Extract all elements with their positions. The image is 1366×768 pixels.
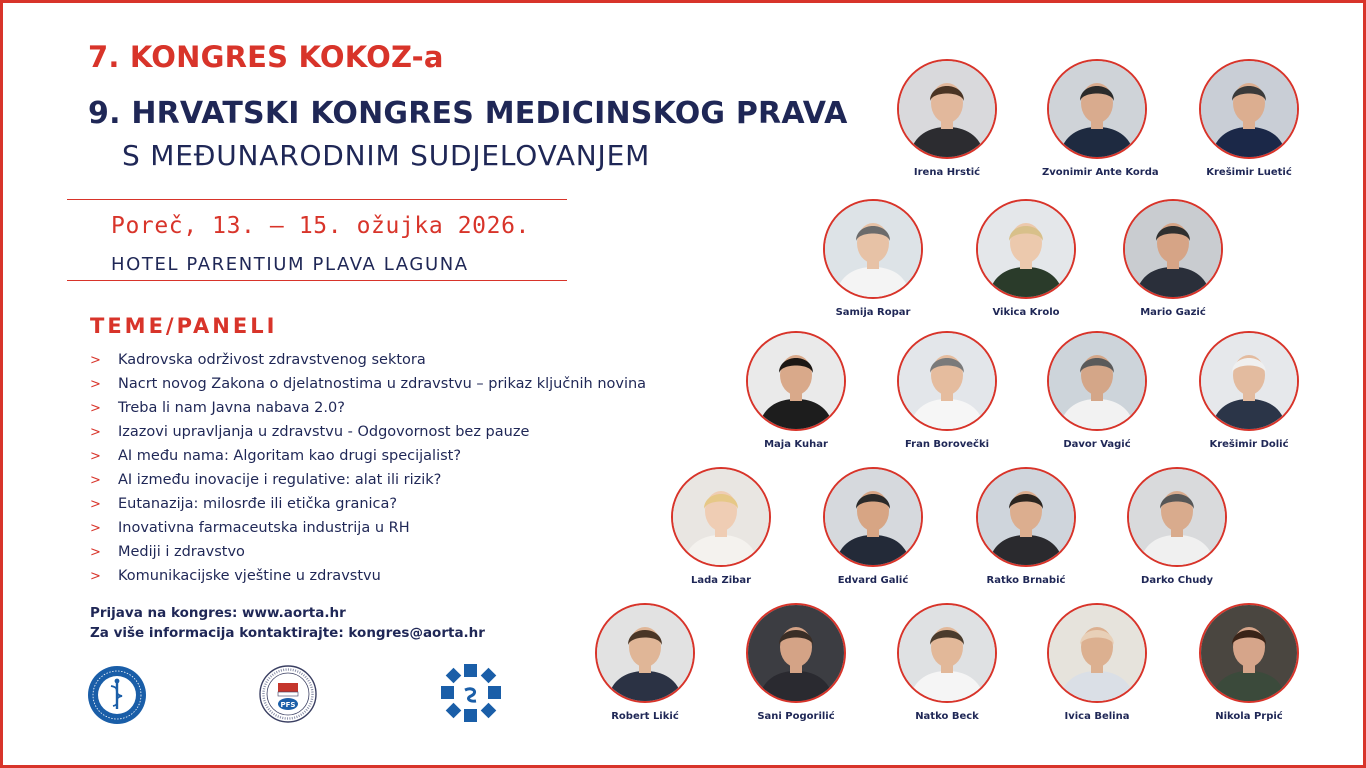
speaker-name: Edvard Galić: [837, 575, 909, 586]
speaker-name: Nikola Prpić: [1215, 711, 1283, 722]
speaker-photo: [746, 331, 846, 431]
speaker-photo: [897, 603, 997, 703]
speaker-name: Vikica Krolo: [992, 307, 1060, 318]
topic-item: [90, 372, 646, 396]
chevron-right-icon: >: [90, 449, 101, 464]
speaker-name: Ivica Belina: [1064, 711, 1130, 722]
speaker-photo: [823, 467, 923, 567]
speaker-photo: [823, 199, 923, 299]
speaker-photo: [1127, 467, 1227, 567]
topics-list: [90, 348, 646, 588]
speaker-photo: [1199, 603, 1299, 703]
speaker-name: Natko Beck: [915, 711, 979, 722]
speaker-card: [1042, 603, 1152, 722]
topic-item: [90, 444, 646, 468]
speaker-card: [818, 467, 928, 586]
chevron-right-icon: >: [90, 545, 101, 560]
speaker-name: Robert Likić: [611, 711, 679, 722]
speaker-name: Davor Vagić: [1063, 439, 1131, 450]
speaker-card: [1042, 331, 1152, 450]
speaker-name: Zvonimir Ante Korda: [1042, 167, 1159, 178]
topic-label: Komunikacijske vještine u zdravstvu: [118, 568, 381, 584]
speaker-photo: [746, 603, 846, 703]
speaker-photo: [671, 467, 771, 567]
speaker-card: [1194, 331, 1304, 450]
speaker-photo: [1199, 59, 1299, 159]
speaker-name: Fran Borovečki: [904, 439, 990, 450]
speaker-card: [1122, 467, 1232, 586]
speaker-name: Maja Kuhar: [764, 439, 828, 450]
speaker-name: Samija Ropar: [835, 307, 911, 318]
speaker-card: [1042, 59, 1159, 178]
speaker-card: [892, 59, 1002, 178]
chevron-right-icon: >: [90, 377, 101, 392]
speaker-name: Mario Gazić: [1140, 307, 1206, 318]
speaker-name: Irena Hrstić: [913, 167, 981, 178]
topic-label: Izazovi upravljanja u zdravstvu - Odgovornost bez pauze: [118, 424, 530, 440]
speaker-name: Lada Zibar: [690, 575, 752, 586]
chevron-right-icon: >: [90, 473, 101, 488]
speaker-photo: [897, 59, 997, 159]
registration-info[interactable]: Prijava na kongres: www.aorta.hr: [90, 605, 346, 621]
topic-item: [90, 540, 646, 564]
chevron-right-icon: >: [90, 401, 101, 416]
pfs-faculty-seal-logo: [256, 664, 320, 728]
topic-item: [90, 468, 646, 492]
speaker-card: [892, 603, 1002, 722]
topic-item: [90, 348, 646, 372]
topic-item: [90, 516, 646, 540]
speaker-name: Krešimir Dolić: [1209, 439, 1289, 450]
contact-info[interactable]: Za više informacija kontaktirajte: kongres@aorta.hr: [90, 625, 485, 641]
speaker-photo: [976, 467, 1076, 567]
chevron-right-icon: >: [90, 353, 101, 368]
congress-subtitle: S MEĐUNARODNIM SUDJELOVANJEM: [122, 139, 651, 172]
speaker-name: Darko Chudy: [1141, 575, 1213, 586]
topics-heading: TEME/PANELI: [90, 314, 278, 338]
speaker-name: Sani Pogorilić: [757, 711, 835, 722]
blue-cross-logo: [438, 662, 504, 728]
speaker-photo: [1123, 199, 1223, 299]
speaker-name: Krešimir Luetić: [1206, 167, 1292, 178]
speaker-name: Ratko Brnabić: [986, 575, 1066, 586]
topic-item: [90, 564, 646, 588]
congress-title: 9. HRVATSKI KONGRES MEDICINSKOG PRAVA: [88, 96, 848, 131]
speaker-card: [971, 199, 1081, 318]
topic-label: AI među nama: Algoritam kao drugi specijalist?: [118, 448, 462, 464]
speaker-card: [666, 467, 776, 586]
svg-text:PFS: PFS: [280, 701, 296, 709]
congress-dates: Poreč, 13. — 15. ožujka 2026.: [111, 213, 530, 239]
speaker-photo: [976, 199, 1076, 299]
divider-top: [67, 199, 567, 200]
divider-bottom: [67, 280, 567, 281]
topic-item: [90, 492, 646, 516]
speaker-card: [818, 199, 928, 318]
speaker-photo: [897, 331, 997, 431]
speaker-photo: [1047, 603, 1147, 703]
topic-label: Inovativna farmaceutska industrija u RH: [118, 520, 410, 536]
speaker-photo: [1047, 59, 1147, 159]
medical-chamber-logo: [86, 664, 148, 730]
speaker-card: [741, 603, 851, 722]
topic-label: AI između inovacije i regulative: alat ili rizik?: [118, 472, 442, 488]
speaker-photo: [1047, 331, 1147, 431]
speaker-card: [1118, 199, 1228, 318]
speaker-photo: [595, 603, 695, 703]
speaker-card: [741, 331, 851, 450]
topic-label: Mediji i zdravstvo: [118, 544, 245, 560]
speaker-photo: [1199, 331, 1299, 431]
chevron-right-icon: >: [90, 425, 101, 440]
topic-label: Kadrovska održivost zdravstvenog sektora: [118, 352, 426, 368]
speaker-card: [1194, 603, 1304, 722]
speaker-card: [971, 467, 1081, 586]
topic-item: [90, 420, 646, 444]
chevron-right-icon: >: [90, 569, 101, 584]
kokoz-congress-title: 7. KONGRES KOKOZ-a: [88, 40, 444, 74]
topic-item: [90, 396, 646, 420]
chevron-right-icon: >: [90, 497, 101, 512]
speaker-card: [1194, 59, 1304, 178]
topic-label: Nacrt novog Zakona o djelatnostima u zdravstvu – prikaz ključnih novina: [118, 376, 647, 392]
chevron-right-icon: >: [90, 521, 101, 536]
speaker-card: [590, 603, 700, 722]
topic-label: Treba li nam Javna nabava 2.0?: [118, 400, 345, 416]
speaker-card: [892, 331, 1002, 450]
congress-venue: HOTEL PARENTIUM PLAVA LAGUNA: [111, 254, 469, 275]
topic-label: Eutanazija: milosrđe ili etička granica?: [118, 496, 398, 512]
